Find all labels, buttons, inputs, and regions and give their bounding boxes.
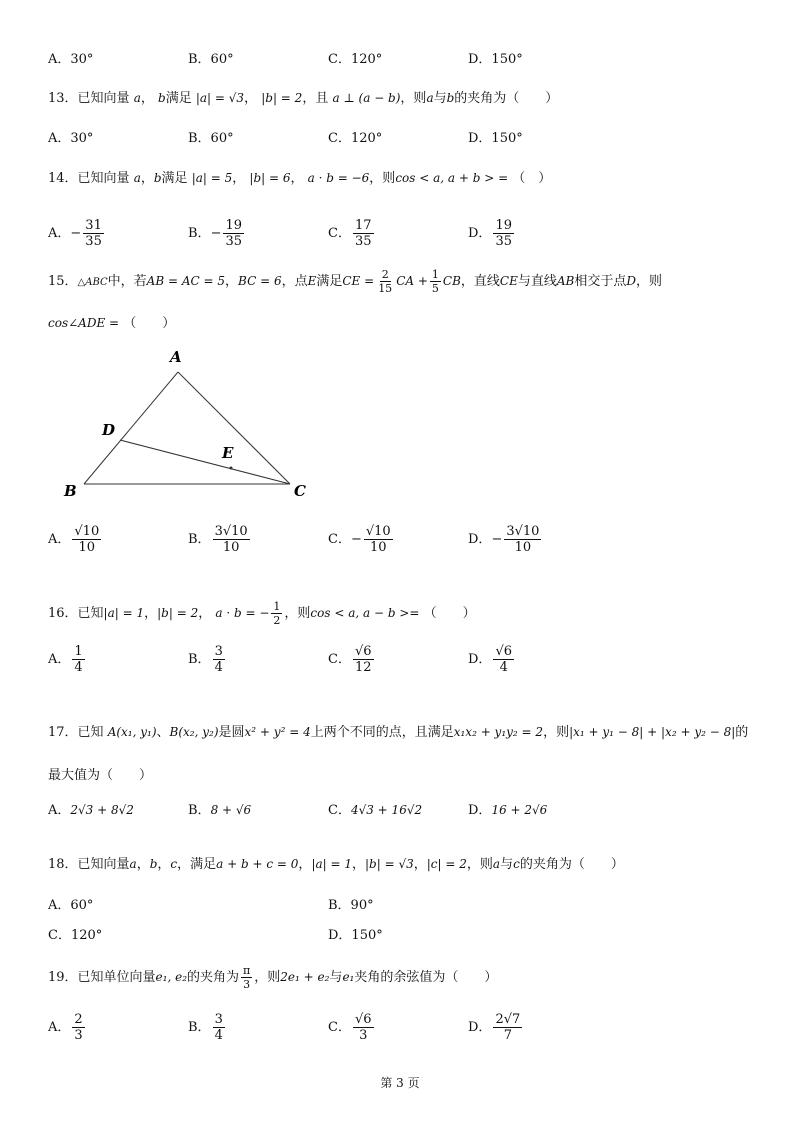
q14-stem: 14．已知向量 a，b满足 |a| = 5， |b| = 6， a · b = −6，则cos < a, a + b > = （ ）	[48, 171, 552, 186]
q12-option-b: B．60°	[188, 52, 234, 67]
q14-option-c: C． $\frac{17}{35}$	[328, 218, 372, 249]
q15-option-a: A． $\frac{√10}{10}$	[48, 524, 100, 555]
q15-option-b: B． $\frac{3√10}{10}$	[188, 524, 248, 555]
q14-option-b: B．− $\frac{19}{35}$	[188, 218, 243, 249]
page-number: 第 3 页	[380, 1076, 420, 1090]
q19-option-c: C． $\frac{√6}{3}$	[328, 1012, 372, 1043]
q15-c-fraction: $\frac{√10}{10}$	[365, 524, 391, 555]
q16-a-fraction: $\frac{1}{4}$	[74, 644, 83, 675]
q15-option-d: D．− $\frac{3√10}{10}$	[468, 524, 540, 555]
label-c: C	[294, 482, 306, 500]
q18-option-b: B．90°	[328, 898, 374, 913]
q14-b-fraction: $\frac{19}{35}$	[225, 218, 243, 249]
q16-fraction-half: $\frac{1}{2}$	[273, 600, 281, 627]
q15-triangle-figure	[56, 344, 326, 504]
q15-stem-line2: cos∠ADE = （ ）	[48, 316, 176, 331]
label-d: D	[102, 421, 116, 439]
q19-option-a: A． $\frac{2}{3}$	[48, 1012, 83, 1043]
q19-b-fraction: $\frac{3}{4}$	[214, 1012, 223, 1043]
q15-b-fraction: $\frac{3√10}{10}$	[214, 524, 248, 555]
q17-option-a: A．2√3 + 8√2	[48, 803, 134, 818]
q13-stem: 13．已知向量 a， b满足 |a| = √3， |b| = 2，且 a ⊥ (a − b)，则a与b的夹角为（ ）	[48, 91, 559, 106]
q15-options	[48, 520, 760, 560]
segment-dc	[120, 440, 290, 484]
label-a: A	[170, 348, 182, 366]
q19-d-fraction: $\frac{2√7}{7}$	[495, 1012, 521, 1043]
q19-c-fraction: $\frac{√6}{3}$	[354, 1012, 372, 1043]
q19-stem: 19．已知单位向量e₁, e₂的夹角为 $\frac{\pi}{3}$ ，则2e₁ + e₂与e₁夹角的余弦值为（ ）	[48, 964, 498, 991]
q14-option-d: D． $\frac{19}{35}$	[468, 218, 512, 249]
side-ac	[178, 372, 290, 484]
q13-option-d: D．150°	[468, 131, 523, 146]
q16-c-fraction: $\frac{√6}{12}$	[354, 644, 372, 675]
point-e-dot	[230, 467, 233, 470]
q14-options	[48, 212, 760, 248]
q16-stem: 16．已知|a| = 1，|b| = 2， a · b = − $\frac{1}{2}$ ，则cos < a, a − b >= （ ）	[48, 600, 476, 627]
q13-option-c: C．120°	[328, 131, 383, 146]
q18-option-c: C．120°	[48, 928, 103, 943]
q12-option-c: C．120°	[328, 52, 383, 67]
q14-c-fraction: $\frac{17}{35}$	[354, 218, 372, 249]
q16-d-fraction: $\frac{√6}{4}$	[495, 644, 512, 675]
q19-option-d: D． $\frac{2√7}{7}$	[468, 1012, 521, 1043]
q12-option-a: A．30°	[48, 52, 94, 67]
side-ab	[84, 372, 178, 484]
q15-option-c: C．− $\frac{√10}{10}$	[328, 524, 391, 555]
q19-option-b: B． $\frac{3}{4}$	[188, 1012, 223, 1043]
q18-stem: 18．已知向量a，b，c，满足a + b + c = 0，|a| = 1，|b| = √3，|c| = 2，则a与c的夹角为（ ）	[48, 857, 624, 872]
q18-option-d: D．150°	[328, 928, 383, 943]
q15-d-fraction: $\frac{3√10}{10}$	[506, 524, 540, 555]
q13-option-a: A．30°	[48, 131, 94, 146]
q17-option-d: D．16 + 2√6	[468, 803, 548, 818]
q16-option-d: D． $\frac{√6}{4}$	[468, 644, 512, 675]
q16-b-fraction: $\frac{3}{4}$	[214, 644, 223, 675]
q15-a-fraction: $\frac{√10}{10}$	[74, 524, 100, 555]
q15-fraction-2-15: $\frac{2}{15}$	[378, 268, 393, 295]
q18-option-a: A．60°	[48, 898, 94, 913]
q19-a-fraction: $\frac{2}{3}$	[74, 1012, 83, 1043]
q17-stem: 17．已知 A(x₁, y₁)、B(x₂, y₂)是圆x² + y² = 4上两个不同的点，且满足x₁x₂ + y₁y₂ = 2，则|x₁ + y₁ − 8| + |x₂ + y₂ − 8|的	[48, 725, 749, 740]
q12-option-d: D．150°	[468, 52, 523, 67]
q14-d-fraction: $\frac{19}{35}$	[495, 218, 512, 249]
q16-option-c: C． $\frac{√6}{12}$	[328, 644, 372, 675]
q19-fraction-pi-3: $\frac{\pi}{3}$	[243, 964, 251, 991]
q13-option-b: B．60°	[188, 131, 234, 146]
q17-option-c: C．4√3 + 16√2	[328, 803, 423, 818]
q17-stem-line2: 最大值为（ ）	[48, 768, 153, 783]
q19-options	[48, 1008, 760, 1048]
q16-option-a: A． $\frac{1}{4}$	[48, 644, 83, 675]
q14-option-a: A．− $\frac{31}{35}$	[48, 218, 102, 249]
q15-fraction-1-5: $\frac{1}{5}$	[431, 268, 439, 295]
q17-option-b: B．8 + √6	[188, 803, 252, 818]
q14-a-fraction: $\frac{31}{35}$	[85, 218, 102, 249]
q16-options	[48, 640, 760, 680]
q16-option-b: B． $\frac{3}{4}$	[188, 644, 223, 675]
label-e: E	[222, 444, 234, 462]
label-b: B	[64, 482, 77, 500]
q15-stem: 15．△ABC中，若AB = AC = 5，BC = 6，点E满足CE = $\frac{2}{15}$ CA + $\frac{1}{5}$ CB，直线CE与直线AB相交于点D，则	[48, 268, 663, 295]
